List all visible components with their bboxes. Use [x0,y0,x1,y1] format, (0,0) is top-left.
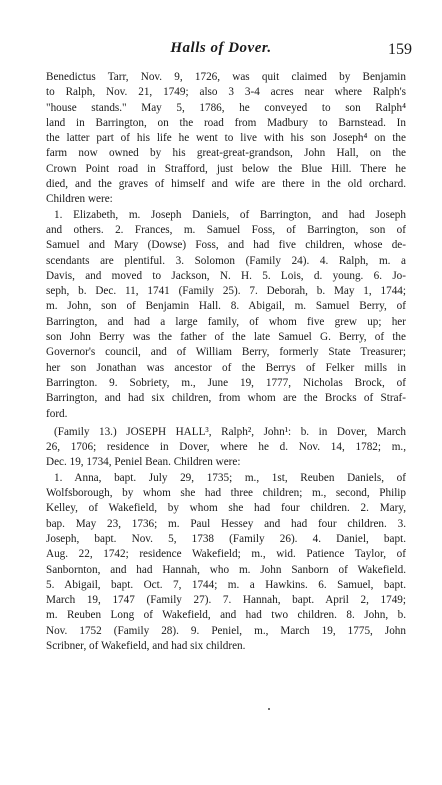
ink-speck [268,708,270,710]
text-line: Barrington. 9. Sobriety, m., June 19, 1777, Nicholas Brock, of [46,376,406,389]
text-line: (Family 13.) JOSEPH HALL³, Ralph², John¹: b. in Dover, March [54,425,406,438]
text-line: Davis, and moved to Jackson, N. H. 5. Lois, d. young. 6. Jo- [46,269,406,282]
text-line: "house stands." May 5, 1786, he conveyed to son Ralph⁴ [46,101,406,114]
text-line: 5. Abigail, bapt. Oct. 7, 1744; m. a Hawkins. 6. Samuel, bapt. [46,578,406,591]
text-line: Scribner, of Wakefield, and had six children. [46,639,246,652]
text-line: Barrington, and had a large family, of whom five grew up; her [46,315,406,328]
text-line: Kelley, of Wakefield, by whom she had four children. 2. Mary, [46,502,406,515]
text-line: scendants are plentiful. 3. Solomon (Family 24). 4. Ralph, m. a [46,254,406,267]
text-line: Crown Point road in Strafford, just below the Blue Hill. There he [46,162,406,175]
text-line: to Ralph, Nov. 21, 1749; also 3 3-4 acres near where Ralph's [46,86,406,99]
text-line: m. John, son of Benjamin Hall. 8. Abigail, m. Samuel Berry, of [46,300,406,313]
text-line: March 19, 1747 (Family 27). 7. Hannah, bapt. April 2, 1749; [46,594,406,607]
text-line: Samuel and Mary (Dowse) Foss, and had five children, whose de- [46,239,406,252]
running-title: Halls of Dover. [170,40,272,56]
text-line: her son Jonathan was ancestor of the Berrys of Felker mills in [46,361,406,374]
text-line: Nov. 1752 (Family 28). 9. Peniel, m., March 19, 1775, John [46,624,406,637]
text-line: Governor's council, and of William Berry, formerly State Treasurer; [46,346,406,359]
text-line: 1. Anna, bapt. July 29, 1735; m., 1st, Reuben Daniels, of [54,471,406,484]
text-line: farm now owned by his great-great-grandson, John Hall, on the [46,147,406,160]
text-line: Wolfsborough, by whom she had three children; m., second, Philip [46,487,406,500]
text-line: land in Barrington, on the road from Madbury to Barnstead. In [46,116,406,129]
text-line: Dec. 19, 1734, Peniel Bean. Children were: [46,456,241,469]
text-line: 1. Elizabeth, m. Joseph Daniels, of Barrington, and had Joseph [54,208,406,221]
page-number: 159 [388,41,412,58]
text-line: son John Berry was the father of the late Samuel G. Berry, of the [46,331,406,344]
text-line: 26, 1706; residence in Dover, where he d. Nov. 14, 1782; m., [46,441,406,454]
body-text [46,70,406,654]
text-line: m. Reuben Long of Wakefield, and had two children. 8. John, b. [46,609,406,622]
text-line: Barrington, and had six children, from whom are the Brocks of Straf- [46,392,406,405]
text-line: Aug. 22, 1742; residence Wakefield; m., wid. Patience Taylor, of [46,548,406,561]
text-line: seph, b. Dec. 11, 1741 (Family 25). 7. Deborah, b. May 1, 1744; [46,285,406,298]
text-line: died, and the graves of himself and wife are there in the old orchard. [46,178,406,191]
text-line: bap. May 23, 1736; m. Paul Hessey and had four children. 3. [46,517,406,530]
text-line: and others. 2. Frances, m. Samuel Foss, of Barrington, son of [46,223,406,236]
text-line: the latter part of his life he went to live with his son Joseph⁴ on the [46,132,406,145]
text-line: Children were: [46,193,113,206]
text-line: Benedictus Tarr, Nov. 9, 1726, was quit claimed by Benjamin [46,71,406,83]
text-line: ford. [46,407,68,420]
text-line: Joseph, bapt. Nov. 5, 1738 (Family 26). 4. Daniel, bapt. [46,532,406,545]
text-line: Sanbornton, and had Hannah, who m. John Sanborn of Wakefield. [46,563,406,576]
